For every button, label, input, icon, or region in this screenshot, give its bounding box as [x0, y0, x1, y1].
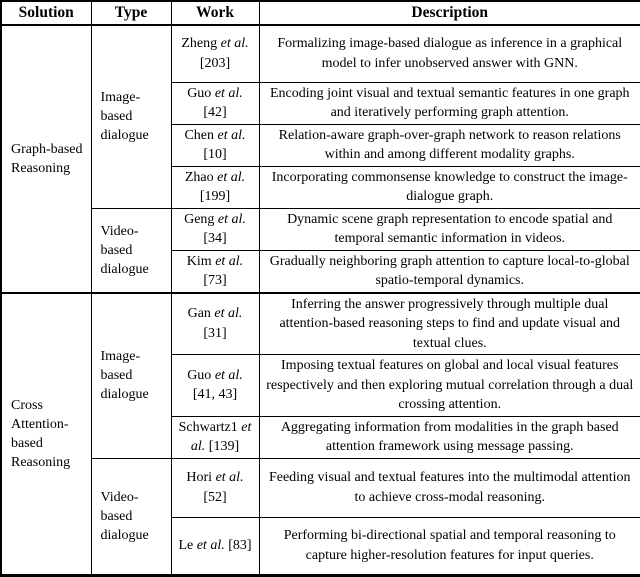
work-etal: et al. — [217, 211, 246, 227]
description-cell — [259, 416, 640, 458]
solution-label: Graph-based Reasoning — [11, 141, 83, 176]
description-text: Dynamic scene graph representation to encode spatial and temporal semantic information in videos. — [287, 211, 613, 246]
description-cell — [259, 124, 640, 166]
description-text: Gradually neighboring graph attention to capture local-to-global spatio-temporal dynamics. — [269, 253, 630, 288]
work-cell — [171, 166, 259, 208]
work-author: Geng — [184, 211, 215, 227]
work-etal: et al. — [215, 253, 244, 269]
table-row — [1, 208, 640, 250]
description-cell — [259, 250, 640, 293]
description-cell — [259, 355, 640, 417]
work-cell — [171, 208, 259, 250]
description-text: Aggregating information from modalities in the graph based attention framework using message passing. — [280, 419, 619, 454]
work-etal: et al. — [214, 367, 243, 383]
work-cell — [171, 124, 259, 166]
description-cell — [259, 293, 640, 355]
column-header-work: Work — [171, 1, 259, 25]
work-cell — [171, 355, 259, 417]
work-author: Le — [178, 537, 194, 553]
description-text: Inferring the answer progressively through multiple dual attention-based reasoning steps to find and update visual and textual clues. — [279, 296, 621, 351]
table-row — [1, 25, 640, 82]
work-cell — [171, 416, 259, 458]
work-ref: [10] — [203, 147, 227, 162]
description-text: Feeding visual and textual features into the multimodal attention to achieve cross-modal reasoning. — [268, 470, 631, 505]
work-cell — [171, 82, 259, 124]
description-cell — [259, 517, 640, 575]
work-etal: et al. — [217, 169, 246, 185]
work-ref: [199] — [199, 189, 231, 204]
work-etal: et al. — [196, 537, 225, 553]
column-header-description: Description — [259, 1, 640, 25]
work-cell — [171, 25, 259, 82]
description-text: Formalizing image-based dialogue as inference in a graphical model to infer unobserved answer with GNN. — [277, 36, 623, 71]
work-author: Zhao — [184, 169, 214, 185]
description-text: Performing bi-directional spatial and temporal reasoning to capture higher-resolution features for input queries. — [283, 528, 616, 563]
work-etal: et al. — [215, 470, 244, 485]
description-text: Encoding joint visual and textual semantic features in one graph and iteratively performing graph attention. — [269, 85, 630, 120]
column-header-type: Type — [91, 1, 171, 25]
work-author: Schwartz1 — [178, 419, 238, 435]
type-cell-image-based — [91, 293, 171, 459]
work-cell — [171, 293, 259, 355]
type-label: Video-based dialogue — [100, 489, 149, 543]
work-author: Kim — [186, 253, 212, 269]
work-author: Guo — [187, 367, 212, 383]
type-label: Video-based dialogue — [100, 223, 149, 277]
description-cell — [259, 208, 640, 250]
type-cell-video-based — [91, 458, 171, 575]
work-etal: et al. — [190, 419, 252, 454]
work-etal: et al. — [220, 36, 249, 52]
description-text: Incorporating commonsense knowledge to construct the image-dialogue graph. — [271, 169, 628, 204]
work-ref: [31] — [203, 325, 227, 341]
type-cell-video-based — [91, 208, 171, 293]
type-label: Image-based dialogue — [100, 349, 149, 402]
description-cell — [259, 458, 640, 517]
work-ref: [34] — [203, 231, 227, 246]
work-author: Guo — [187, 85, 212, 101]
description-text: Relation-aware graph-over-graph network to reason relations within and among different modality graphs. — [278, 127, 621, 162]
description-text: Imposing textual features on global and local visual features respectively and then exploring mutual correlation through a dual crossing attention. — [266, 358, 634, 412]
work-etal: et al. — [214, 306, 243, 322]
description-cell — [259, 82, 640, 124]
work-etal: et al. — [217, 127, 246, 143]
work-cell — [171, 517, 259, 575]
type-cell-image-based — [91, 25, 171, 208]
work-author: Hori — [186, 470, 213, 485]
work-ref: [41, 43] — [192, 387, 238, 403]
work-ref: [139] — [208, 439, 240, 454]
work-etal: et al. — [214, 85, 243, 101]
solution-cell-graph-based — [1, 25, 91, 293]
table-row — [1, 293, 640, 355]
work-author: Zheng — [181, 36, 218, 52]
work-ref: [42] — [203, 105, 227, 120]
work-cell — [171, 458, 259, 517]
solution-label: Cross Attention-based Reasoning — [11, 397, 71, 470]
solution-cell-cross-attention — [1, 293, 91, 576]
work-author: Chen — [184, 127, 215, 143]
table-row — [1, 458, 640, 517]
work-ref: [73] — [203, 273, 227, 288]
work-ref: [52] — [203, 489, 227, 505]
description-cell — [259, 166, 640, 208]
column-header-solution: Solution — [1, 1, 91, 25]
type-label: Image-based dialogue — [100, 90, 149, 144]
table-header-row — [1, 1, 640, 25]
work-author: Gan — [187, 306, 211, 322]
description-cell — [259, 25, 640, 82]
work-cell — [171, 250, 259, 293]
work-ref: [203] — [199, 55, 231, 71]
work-ref: [83] — [228, 537, 252, 553]
